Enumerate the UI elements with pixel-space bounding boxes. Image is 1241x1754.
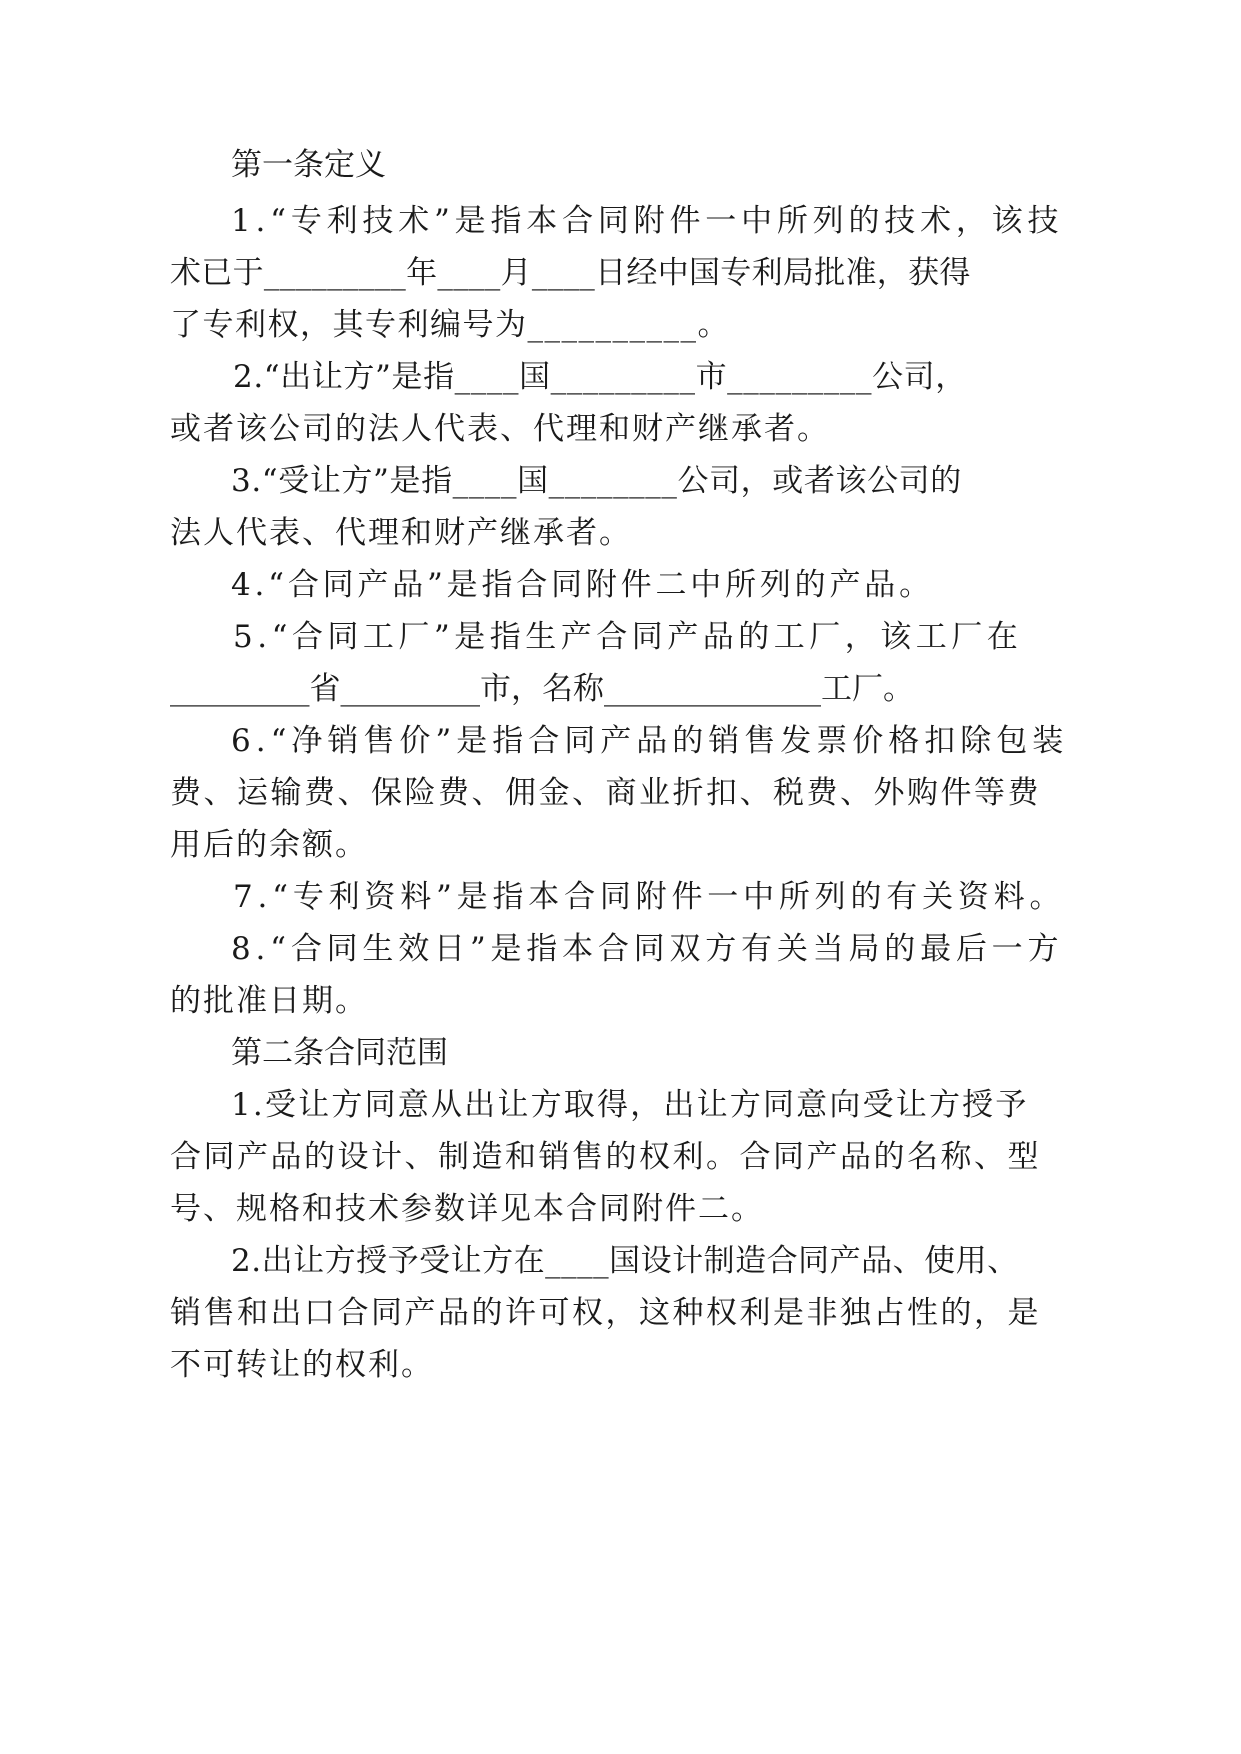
clause-1-6-line-2: 费、运输费、保险费、佣金、商业折扣、税费、外购件等费 (170, 775, 1041, 811)
clause-2-2-line-2: 销售和出口合同产品的许可权，这种权利是非独占性的，是 (170, 1295, 1041, 1331)
clause-1-5-line-1: 5.“合同工厂”是指生产合同产品的工厂，该工厂在 (233, 619, 1023, 655)
clause-1-5-line-2: _________省_________市，名称______________工厂。 (170, 671, 914, 707)
article-2-heading: 第二条合同范围 (231, 1035, 448, 1071)
clause-1-8-line-2: 的批准日期。 (170, 983, 368, 1019)
clause-2-1-line-1: 1.受让方同意从出让方取得，出让方同意向受让方授予 (231, 1087, 1029, 1123)
clause-2-2-line-1: 2.出让方授予受让方在____国设计制造合同产品、使用、 (231, 1243, 1019, 1279)
clause-2-1-line-3: 号、规格和技术参数详见本合同附件二。 (170, 1191, 764, 1227)
clause-2-2-line-3: 不可转让的权利。 (170, 1347, 434, 1383)
clause-1-1-line-3: 了专利权，其专利编号为__________。 (170, 307, 730, 343)
clause-2-1-line-2: 合同产品的设计、制造和销售的权利。合同产品的名称、型 (170, 1139, 1041, 1175)
clause-1-3-line-2: 法人代表、代理和财产继承者。 (170, 515, 632, 551)
clause-1-4: 4.“合同产品”是指合同附件二中所列的产品。 (231, 567, 934, 603)
clause-1-2-line-1: 2.“出让方”是指____国_________市_________公司， (233, 359, 967, 395)
clause-1-6-line-1: 6.“净销售价”是指合同产品的销售发票价格扣除包装 (231, 723, 1069, 759)
article-1-heading: 第一条定义 (231, 147, 386, 183)
clause-1-7: 7.“专利资料”是指本合同附件一中所列的有关资料。 (233, 879, 1066, 915)
clause-1-6-line-3: 用后的余额。 (170, 827, 368, 863)
clause-1-2-line-2: 或者该公司的法人代表、代理和财产继承者。 (170, 411, 830, 447)
clause-1-3-line-1: 3.“受让方”是指____国________公司，或者该公司的 (231, 463, 962, 499)
clause-1-8-line-1: 8.“合同生效日”是指本合同双方有关当局的最后一方 (231, 931, 1064, 967)
clause-1-1-line-1: 1.“专利技术”是指本合同附件一中所列的技术，该技 (231, 203, 1064, 239)
clause-1-1-line-2: 术已于_________年____月____日经中国专利局批准，获得 (170, 255, 971, 291)
